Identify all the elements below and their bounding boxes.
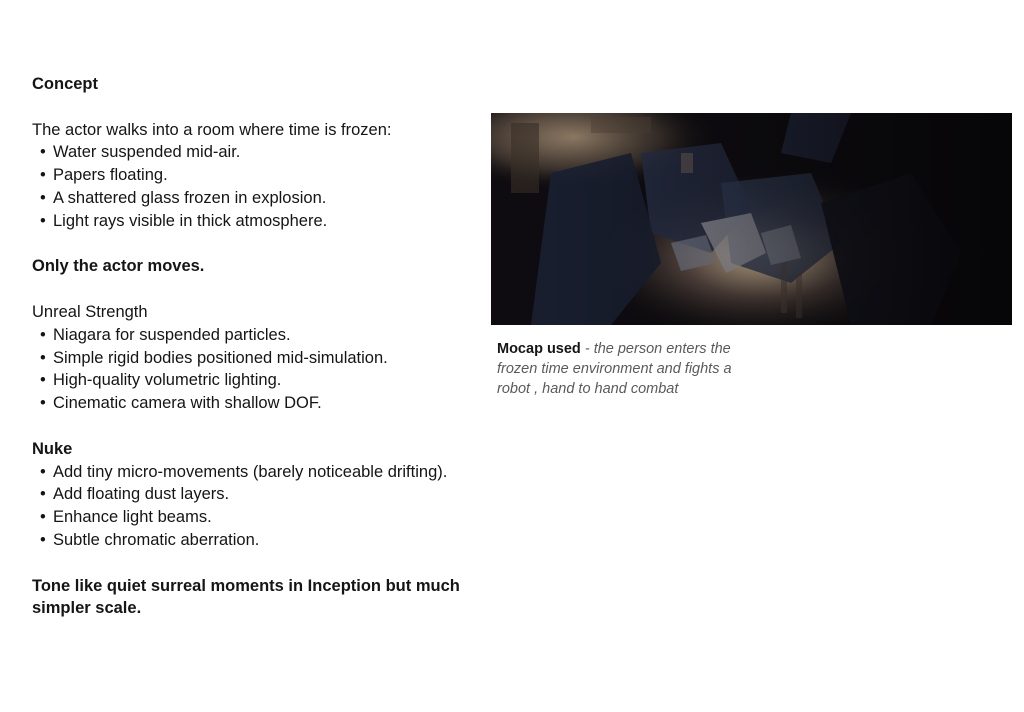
list-item: • Add floating dust layers. — [40, 485, 230, 504]
list-item: • Simple rigid bodies positioned mid-simulation. — [40, 348, 388, 367]
nuke-bullet-list — [32, 461, 502, 552]
unreal-heading: Unreal Strength — [32, 302, 148, 321]
caption-lead: Mocap used — [497, 341, 581, 357]
list-item: • Cinematic camera with shallow DOF. — [40, 394, 322, 413]
list-item: • A shattered glass frozen in explosion. — [40, 188, 327, 207]
emphasis-statement: Only the actor moves. — [32, 257, 205, 276]
concept-bullet-list — [32, 141, 502, 232]
list-item: • Niagara for suspended particles. — [40, 325, 291, 344]
concept-heading: Concept — [32, 75, 98, 93]
nuke-heading: Nuke — [32, 439, 73, 458]
list-item: • Add tiny micro-movements (barely noticeable drifting). — [40, 462, 448, 481]
film-still-image — [491, 113, 1012, 325]
concept-intro: The actor walks into a room where time is frozen: — [32, 120, 392, 139]
list-item: • Subtle chromatic aberration. — [40, 530, 260, 549]
image-caption — [497, 339, 737, 400]
notes-column — [32, 73, 502, 620]
list-item: • Water suspended mid-air. — [40, 143, 241, 162]
caption-separator: - — [580, 341, 594, 357]
film-still-icon — [491, 113, 1012, 325]
caption-text: the person enters the frozen time environment and fights a robot , hand to hand combat — [497, 341, 732, 398]
unreal-bullet-list — [32, 324, 502, 415]
list-item: • High-quality volumetric lighting. — [40, 371, 282, 390]
list-item: • Papers floating. — [40, 166, 168, 185]
list-item: • Enhance light beams. — [40, 508, 212, 527]
list-item: • Light rays visible in thick atmosphere. — [40, 211, 328, 230]
tone-statement: Tone like quiet surreal moments in Inception but much simpler scale. — [32, 576, 460, 618]
